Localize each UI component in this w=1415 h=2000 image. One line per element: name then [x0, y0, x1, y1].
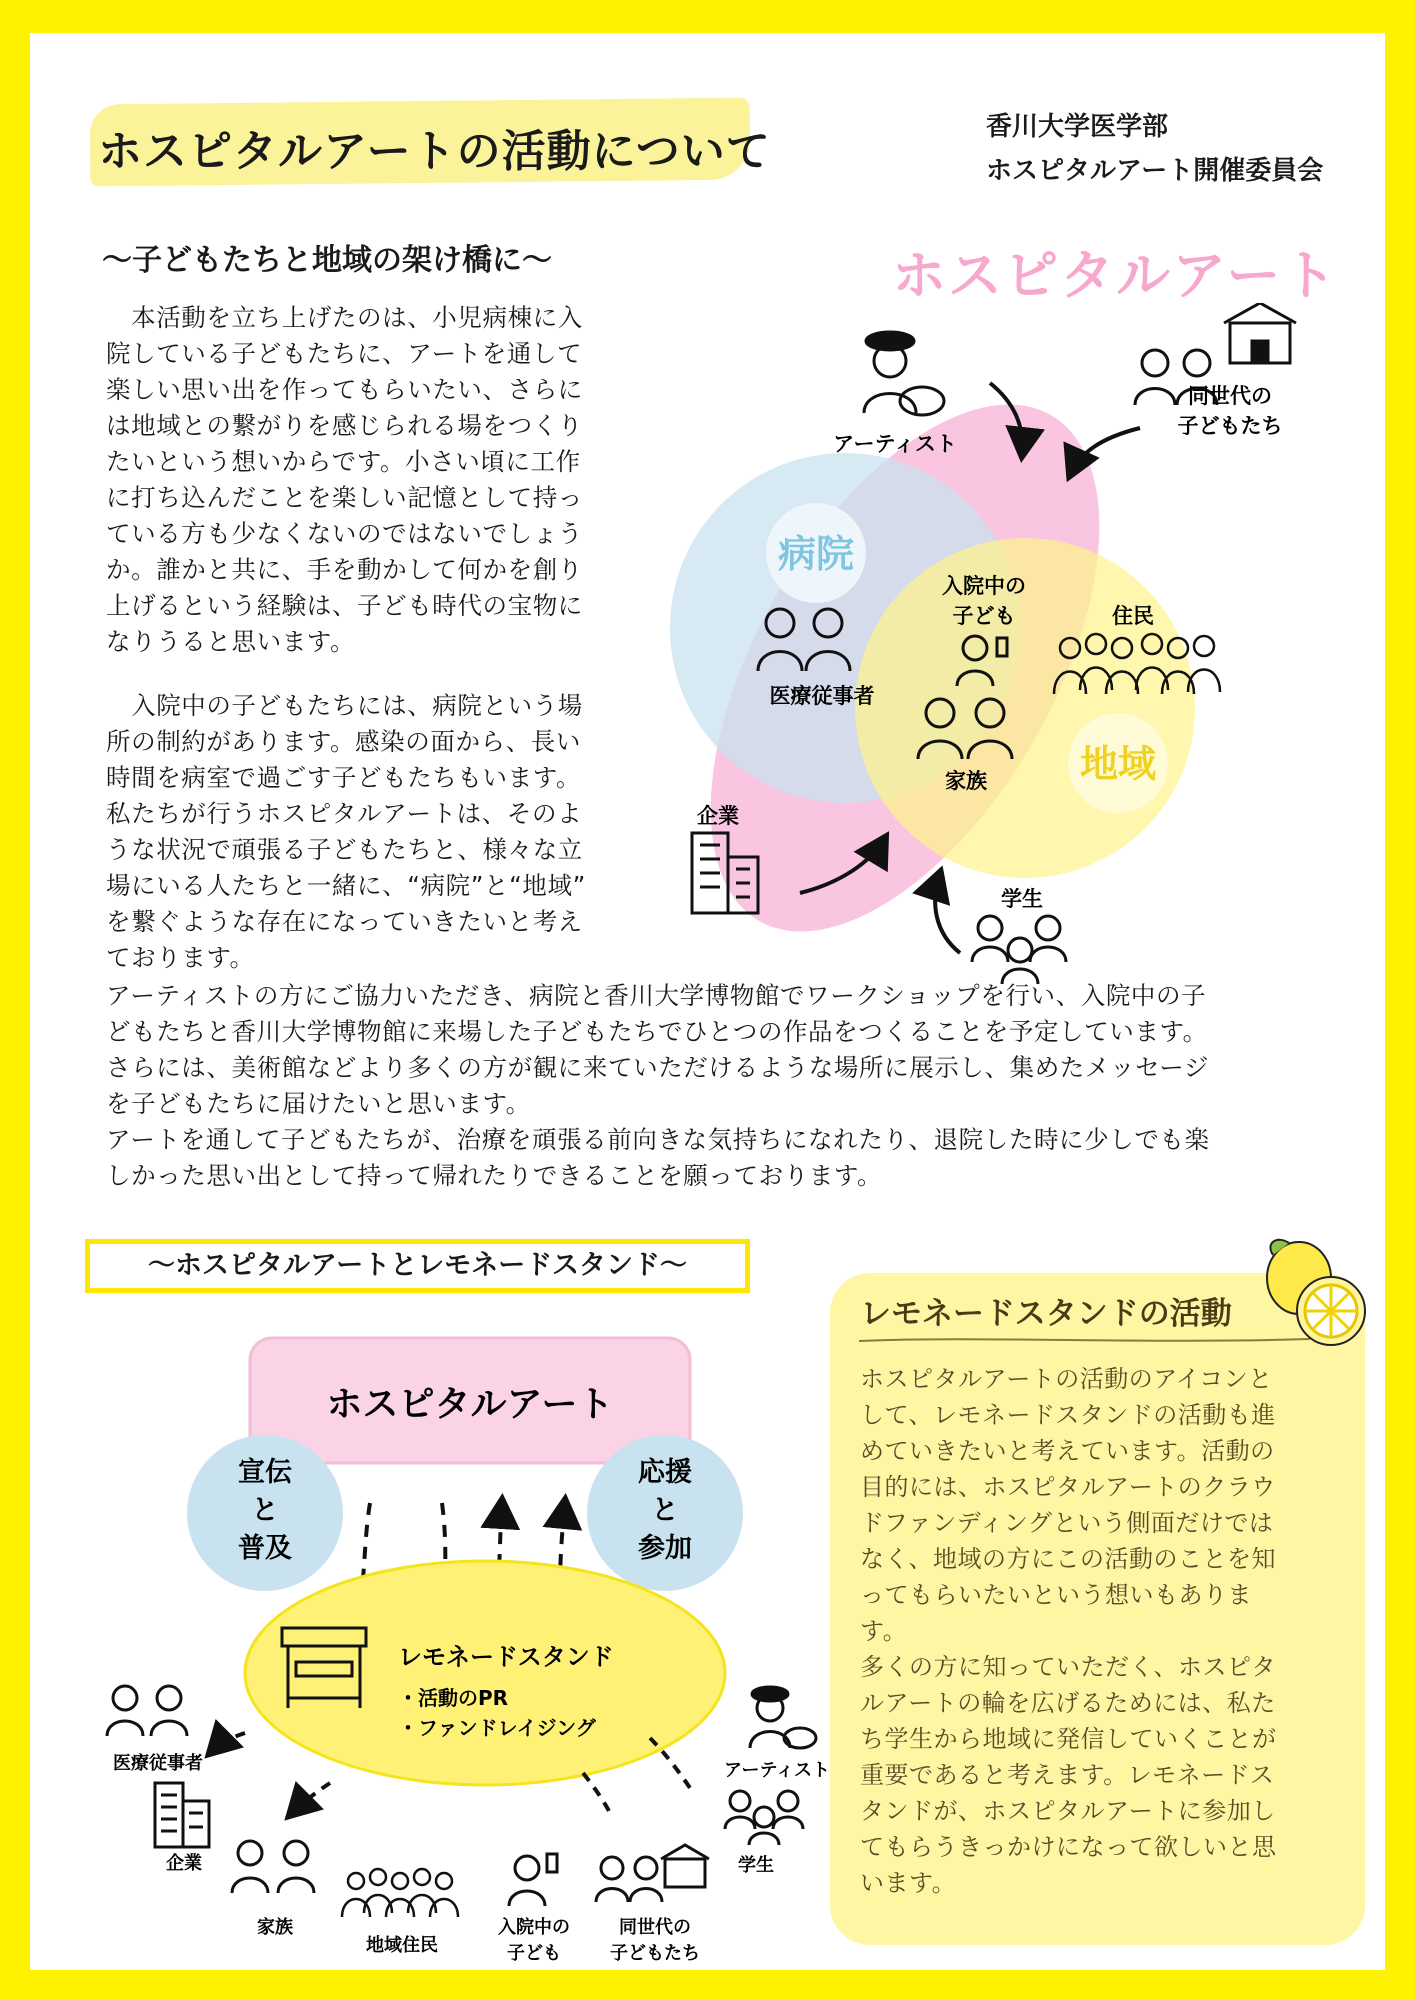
medical-staff-label: 医療従事者 — [113, 1753, 203, 1774]
organization — [986, 105, 1323, 193]
students-icon — [725, 1791, 803, 1845]
medical-staff-label: 医療従事者 — [769, 684, 875, 708]
stand-item-1: ・活動のPR — [398, 1686, 509, 1710]
lemonade-stand-ellipse — [245, 1561, 725, 1785]
students-arrow — [935, 873, 960, 953]
artist-label: アーティスト — [833, 432, 957, 456]
residents-icon — [342, 1869, 458, 1917]
residents-label: 住民 — [1112, 604, 1154, 628]
org-line-1: 香川大学医学部 — [986, 112, 1169, 142]
venn-title: ホスピタルアート — [892, 244, 1339, 307]
support-line-2: と — [651, 1495, 679, 1526]
community-label: 地域 — [1079, 742, 1157, 786]
artist-label: アーティスト — [723, 1760, 830, 1781]
family-label: 家族 — [257, 1917, 293, 1938]
out-arrow-2 — [290, 1783, 330, 1815]
family-label: 家族 — [945, 769, 987, 793]
stand-title: レモネードスタンド — [398, 1643, 614, 1671]
students-label: 学生 — [1001, 887, 1043, 911]
lemonade-title-underline — [855, 1333, 1315, 1347]
venn-diagram — [670, 303, 1385, 1003]
company-icon — [155, 1783, 209, 1847]
stand-item-2: ・ファンドレイジング — [398, 1716, 596, 1740]
inpatient-label-2: 子ども — [952, 604, 1016, 628]
hospital-art-box-label: ホスピタルアート — [326, 1384, 614, 1425]
inpatient-child-icon — [509, 1854, 557, 1906]
promotion-line-1: 宣伝 — [238, 1457, 292, 1488]
lemonade-title: レモネードスタンドの活動 — [860, 1296, 1232, 1332]
poster-sheet — [30, 33, 1385, 1970]
inpatient-label-1: 入院中の — [942, 574, 1026, 598]
section1-subtitle: 〜子どもたちと地域の架け橋に〜 — [102, 243, 552, 278]
artist-icon — [750, 1687, 816, 1748]
out-arrow-1 — [210, 1733, 245, 1753]
support-line-1: 応援 — [638, 1457, 692, 1488]
peers-label-2: 子どもたち — [610, 1943, 700, 1964]
artist-icon — [864, 332, 944, 415]
out-line-3 — [583, 1773, 610, 1813]
promotion-line-2: と — [251, 1495, 279, 1526]
peers-label-1: 同世代の — [619, 1917, 691, 1938]
support-line-3: 参加 — [638, 1533, 692, 1564]
inpatient-label-2: 子ども — [507, 1943, 561, 1964]
lemonade-text: ホスピタルアートの活動のアイコンと して、レモネードスタンドの活動も進 めていきたいと考えています。活動の 目的には、ホスピタルアートのクラウ ドファンディングという側面だけでは なく、地域の方にこの活動のことを知 ってもらいたいという想いもありま す。 多くの方に知っていただく、ホスピタ ルアートの輪を広げるためには、私た ち学生から地域に発信していくことが 重要であると考えます。レモネードス タンドが、ホスピタルアートに参加し てもらうきっかけになって欲しいと思 います。 — [860, 1365, 1277, 1897]
lemon-icon — [1255, 1233, 1375, 1353]
lemonade-diagram — [80, 1333, 830, 1968]
intro-paragraph-3: アーティストの方にご協力いただき、病院と香川大学博物館でワークショップを行い、入院中の子 どもたちと香川大学博物館に来場した子どもたちでひとつの作品をつくることを予定しています。 さらには、美術館などより多くの方が観に来ていただけるような場所に展示し、集めたメッセージ を子どもたちに届けたいと思います。 アートを通して子どもたちが、治療を頑張る前向きな気持ちになれたり、退院した時に少しでも楽 しかった思い出として持って帰れたりできることを願っております。 — [106, 981, 1210, 1190]
intro-paragraph-2: 入院中の子どもたちには、病院という場 所の制約があります。感染の面から、長い 時間を病室で過ごす子どもたちもいます。 私たちが行うホスピタルアートは、そのよ うな状況で頑張る子どもたちと、様々な立 場にいる人たちと一緒に、“病院”と“地域” を繋ぐような存在になっていきたいと考え ております。 — [106, 691, 586, 972]
residents-label: 地域住民 — [366, 1935, 438, 1956]
company-label: 企業 — [697, 804, 739, 828]
company-label: 企業 — [166, 1853, 202, 1874]
section2-subtitle: 〜ホスピタルアートとレモネードスタンド〜 — [85, 1239, 750, 1293]
hospital-label: 病院 — [777, 532, 855, 576]
school-icon — [1224, 303, 1296, 363]
page-title: ホスピタルアートの活動について — [98, 126, 771, 177]
peers-icon — [596, 1857, 662, 1902]
peers-label-1: 同世代の — [1188, 384, 1272, 408]
medical-staff-icon — [107, 1686, 187, 1736]
peers-label-2: 子どもたち — [1177, 414, 1283, 438]
school-icon — [661, 1845, 709, 1887]
students-icon — [972, 916, 1066, 984]
family-icon — [232, 1841, 314, 1893]
intro-paragraph-1: 本活動を立ち上げたのは、小児病棟に入 院している子どもたちに、アートを通して 楽しい思い出を作ってもらいたい、さらに は地域との繋がりを感じられる場をつくり たいという想いからです。小さい頃に工作 に打ち込んだことを楽しい記憶として持っ ている方も少なくないのではないでしょう か。誰かと共に、手を動かして何かを創り 上げるという経験は、子ども時代の宝物に なりうると思います。 — [106, 303, 583, 656]
inpatient-label-1: 入院中の — [498, 1917, 570, 1938]
promotion-line-3: 普及 — [238, 1533, 292, 1564]
org-line-2: ホスピタルアート開催委員会 — [986, 156, 1324, 186]
students-label: 学生 — [738, 1855, 774, 1876]
